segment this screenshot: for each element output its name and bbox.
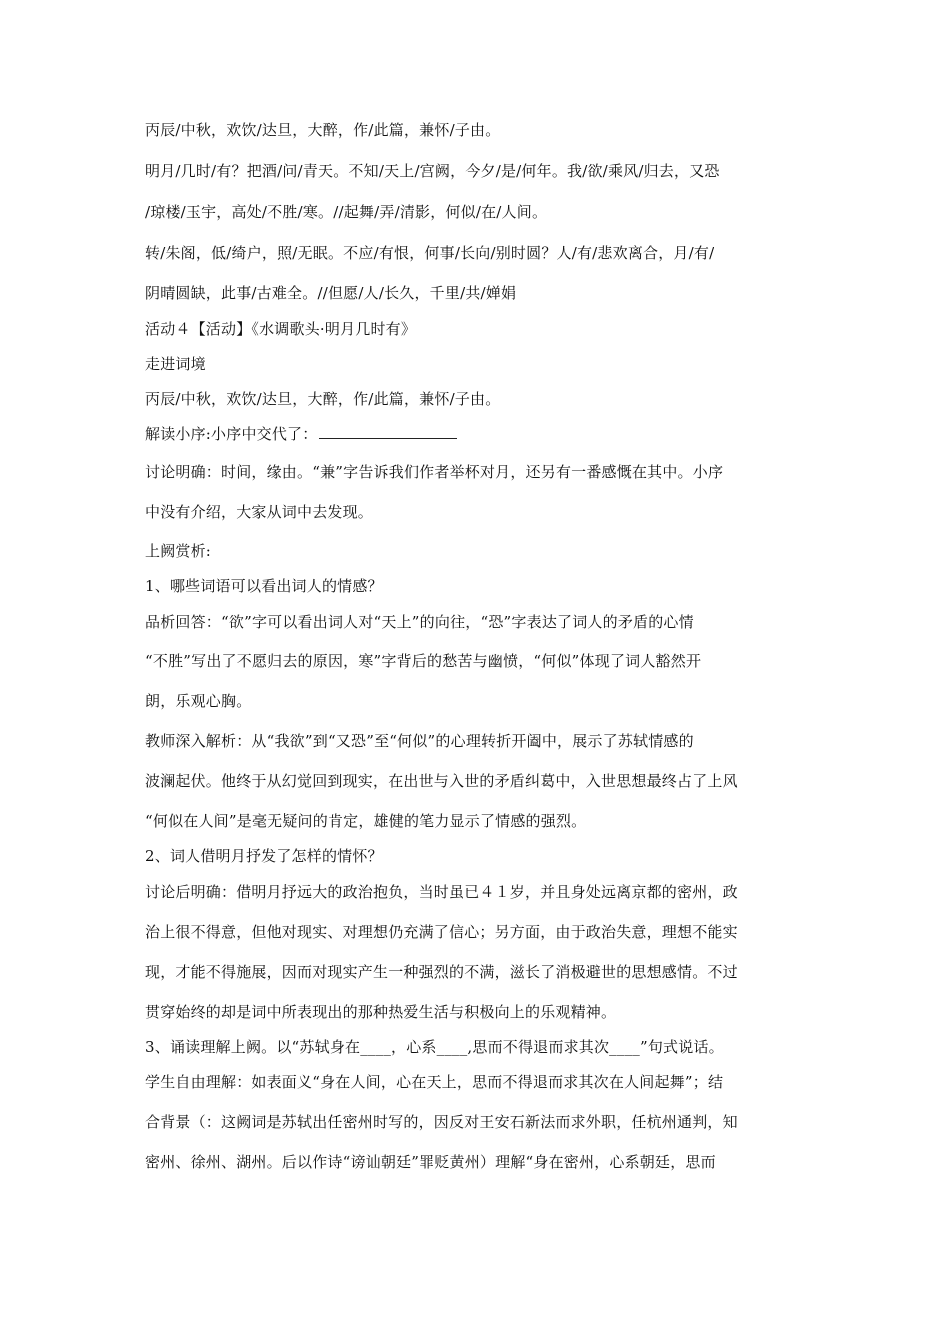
question-heading: 1、哪些词语可以看出词人的情感？ [145, 577, 383, 595]
text-line: 品析回答：“欲”字可以看出词人对“天上”的向往，“恐”字表达了词人的矛盾的心情 [145, 613, 694, 631]
text-line: 密州、徐州、湖州。后以作诗“谤讪朝廷”罪贬黄州）理解“身在密州，心系朝廷，思而 [145, 1153, 716, 1171]
fill-in-blank [319, 426, 457, 439]
text-line: 贯穿始终的却是词中所表现出的那种热爱生活与积极向上的乐观精神。 [145, 1003, 617, 1021]
activity-heading: 活动４【活动】《水调歌头·明月几时有》 [145, 320, 417, 338]
section-heading: 走进词境 [145, 355, 206, 373]
text-line: 波澜起伏。他终于从幻觉回到现实，在出世与入世的矛盾纠葛中，入世思想最终占了上风 [145, 772, 738, 790]
question-line [145, 424, 457, 444]
text-line-poem-3: 转/朱阁，低/绮户，照/无眠。不应/有恨，何事/长向/别时圆？人/有/悲欢离合，月/有/ [145, 244, 715, 262]
section-heading: 上阙赏析: [145, 542, 212, 560]
question-heading: 2、词人借明月抒发了怎样的情怀？ [145, 847, 383, 865]
text-line: 讨论后明确：借明月抒远大的政治抱负，当时虽已４１岁，并且身处远离京都的密州，政 [145, 883, 738, 901]
text-line: 学生自由理解：如表面义“身在人间，心在天上，思而不得退而求其次在人间起舞”；结 [145, 1073, 724, 1091]
text-line: “何似在人间”是毫无疑问的肯定，雄健的笔力显示了情感的强烈。 [145, 812, 587, 830]
text-line: “不胜”写出了不愿归去的原因，寒”字背后的愁苦与幽愤，“何似”体现了词人豁然开 [145, 652, 702, 670]
text-line: 讨论明确：时间，缘由。“兼”字告诉我们作者举杯对月，还另有一番感慨在其中。小序 [145, 463, 724, 481]
text-line-poem-4: 阴晴圆缺，此事/古难全。//但愿/人/长久，千里/共/婵娟 [145, 284, 517, 302]
text-line: 中没有介绍，大家从词中去发现。 [145, 503, 374, 521]
text-line: 教师深入解析：从“我欲”到“又恐”至“何似”的心理转折开阖中，展示了苏轼情感的 [145, 732, 694, 750]
text-line: 朗，乐观心胸。 [145, 692, 252, 710]
text-line-preface-repeat: 丙辰/中秋，欢饮/达旦，大醉，作/此篇，兼怀/子由。 [145, 390, 501, 408]
text-line: 现，才能不得施展，因而对现实产生一种强烈的不满，滋长了消极避世的思想感情。不过 [145, 963, 738, 981]
question-heading: 3、诵读理解上阙。以“苏轼身在____，心系____,思而不得退而求其次____”句式说话。 [145, 1038, 724, 1056]
text-line-poem-2: /琼楼/玉宇，高处/不胜/寒。//起舞/弄/清影，何似/在/人间。 [145, 203, 548, 221]
text-line-poem-1: 明月/几时/有？把酒/问/青天。不知/天上/宫阙，今夕/是/何年。我/欲/乘风/归去，又恐 [145, 162, 720, 180]
text-line: 合背景（：这阙词是苏轼出任密州时写的，因反对王安石新法而求外职，任杭州通判，知 [145, 1113, 738, 1131]
question-text: 解读小序:小序中交代了： [145, 425, 318, 443]
text-line: 治上很不得意，但他对现实、对理想仍充满了信心；另方面，由于政治失意，理想不能实 [145, 923, 738, 941]
text-line-preface: 丙辰/中秋，欢饮/达旦，大醉，作/此篇，兼怀/子由。 [145, 121, 501, 139]
